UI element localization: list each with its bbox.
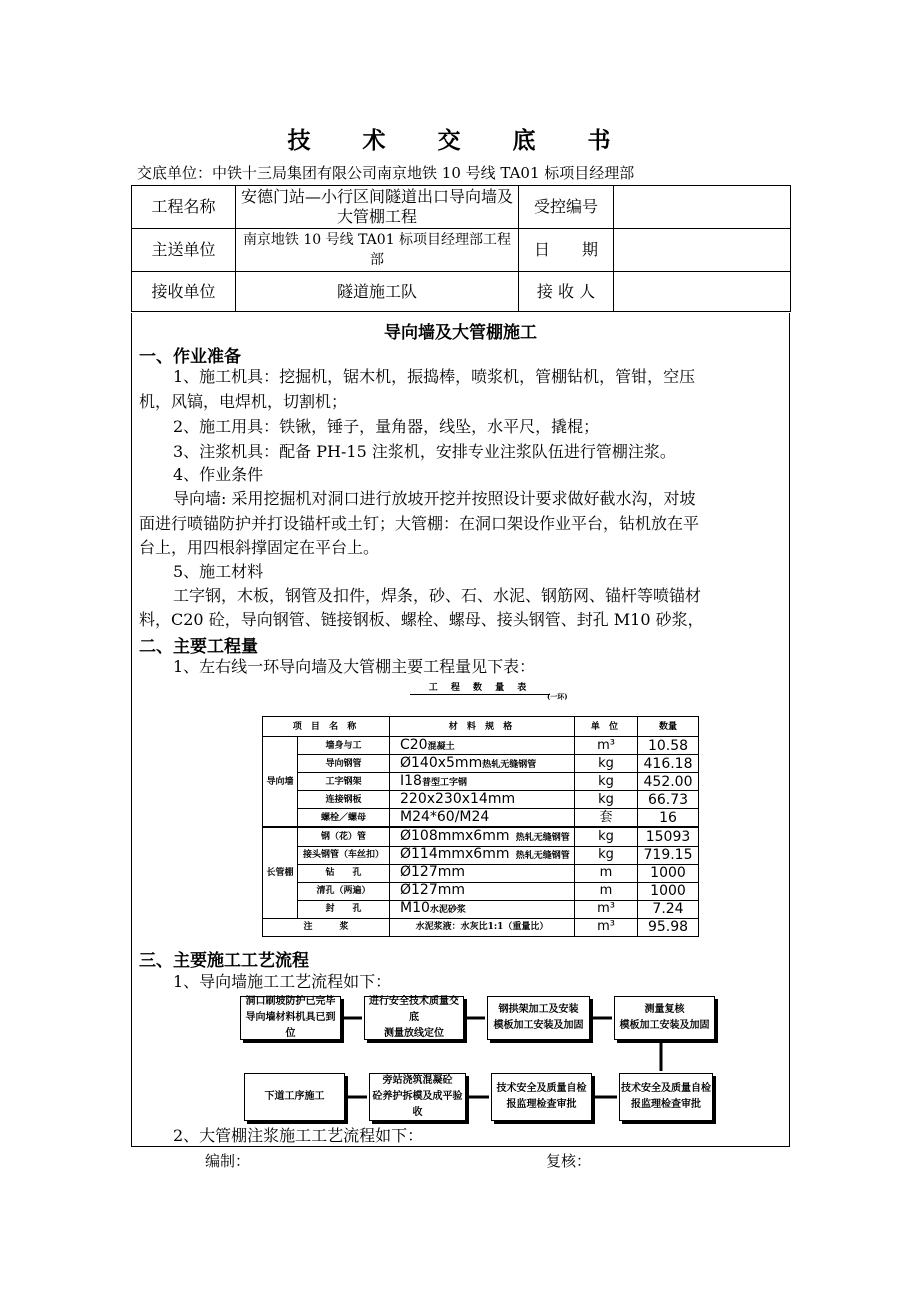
qty-item-qty: 15093 xyxy=(638,827,699,846)
qty-spec-main: M24*60/M24 xyxy=(400,808,490,825)
qty-spec-main: Ø127mm xyxy=(400,864,466,881)
qty-group-long-pipe-shed: 长管棚 xyxy=(263,827,298,918)
qty-spec-note: 混凝土 xyxy=(427,741,455,752)
qty-item-name: 清孔（两遍） xyxy=(298,882,390,900)
flow-step-text: 测量放线定位 xyxy=(384,1028,444,1039)
qty-item-unit: kg xyxy=(575,773,638,791)
qty-item-unit: kg xyxy=(575,827,638,846)
qty-item-name: 注 浆 xyxy=(263,918,390,936)
qty-item-qty: 719.15 xyxy=(638,846,699,864)
flow-step-text: 测量复核 xyxy=(644,1004,685,1015)
footer-editor: 编制： xyxy=(205,1152,251,1170)
paragraph-conditions-3: 台上，用四根斜撑固定在平台上。 xyxy=(139,538,380,557)
qty-item-qty: 95.98 xyxy=(638,918,699,936)
flow-step-text: 砼养护拆模及成平验收 xyxy=(372,1091,463,1118)
qty-spec-main: Ø114mmx6mm xyxy=(400,846,510,863)
paragraph-tools-1: 1、施工机具：挖掘机，锯木机，振捣棒，喷浆机，管棚钻机，管钳，空压 xyxy=(173,367,696,386)
label-control-number: 受控编号 xyxy=(519,186,614,229)
paragraph-conditions-title: 4、作业条件 xyxy=(173,465,264,484)
flow-step-text: 进行安全技术质量交底 xyxy=(369,996,459,1023)
paragraph-conditions-2: 面进行喷锚防护并打设锚杆或土钉；大管棚：在洞口架设作业平台，钻机放在平 xyxy=(139,514,700,533)
qty-item-qty: 66.73 xyxy=(638,791,699,809)
qty-item-name: 螺栓／螺母 xyxy=(298,809,390,828)
qty-item-name: 封 孔 xyxy=(298,900,390,918)
flow-step-text: 旁站浇筑混凝砼 xyxy=(382,1075,453,1086)
paragraph-flow-intro-1: 1、导向墙施工工艺流程如下： xyxy=(173,972,392,991)
qty-item-qty: 7.24 xyxy=(638,900,699,918)
qty-table-round: (一环) xyxy=(547,692,568,701)
qty-item-qty: 452.00 xyxy=(638,773,699,791)
qty-spec-main: M10 xyxy=(400,900,430,917)
qty-spec-main: I18 xyxy=(400,772,422,789)
flow-step-concrete-pouring xyxy=(369,1073,466,1121)
footer-reviewer: 复核： xyxy=(546,1152,592,1170)
qty-spec-main: C20 xyxy=(400,736,428,753)
qty-item-name: 工字钢架 xyxy=(298,773,390,791)
label-receiving-unit: 接收单位 xyxy=(132,272,236,312)
document-title: 技 术 交 底 书 xyxy=(287,127,633,154)
flow-step-text: 导向墙材料机具已到位 xyxy=(245,1012,336,1039)
value-main-unit-text: 南京地铁 10 号线 TA01 标项目经理部工程部 xyxy=(242,232,512,268)
flow-step-self-inspection-1 xyxy=(619,1073,713,1121)
qty-spec-main: 220x230x14mm xyxy=(400,790,516,807)
qty-item-name: 钻 孔 xyxy=(298,864,390,882)
qty-spec-note: 普型工字钢 xyxy=(421,777,467,788)
paragraph-materials-1: 工字钢，木板，钢管及扣件，焊条，砂、石、水泥、钢筋网、锚杆等喷锚材 xyxy=(173,586,702,605)
qty-item-unit: kg xyxy=(575,846,638,864)
label-date: 日 期 xyxy=(519,229,614,272)
qty-header-item: 项 目 名 称 xyxy=(263,717,390,737)
section-heading-3: 三、主要施工工艺流程 xyxy=(139,951,309,971)
qty-item-name: 接头钢管（车丝扣） xyxy=(298,846,390,864)
issuer-line: 交底单位：中铁十三局集团有限公司南京地铁 10 号线 TA01 标项目经理部 xyxy=(137,164,635,182)
flow-step-steel-arch xyxy=(487,996,590,1040)
flow-step-briefing xyxy=(364,996,464,1040)
qty-item-name: 连接钢板 xyxy=(298,791,390,809)
label-project-name: 工程名称 xyxy=(132,186,236,229)
flow-step-text: 技术安全及质量自检 xyxy=(621,1083,711,1094)
qty-item-unit: kg xyxy=(575,791,638,809)
value-receiving-unit: 隧道施工队 xyxy=(236,272,519,312)
flow-step-text: 模板加工安装及加固 xyxy=(493,1020,584,1031)
qty-item-unit: m xyxy=(575,882,638,900)
flow-step-text: 报监理检查审批 xyxy=(506,1099,577,1110)
qty-item-unit: m³ xyxy=(575,900,638,918)
flow-step-slope-protection xyxy=(240,996,341,1040)
qty-item-name: 钢（花）管 xyxy=(298,827,390,846)
flow-step-next-process xyxy=(244,1073,345,1121)
paragraph-tools-2: 机，风镐，电焊机，切割机； xyxy=(139,392,348,411)
qty-item-name: 导向钢管 xyxy=(298,755,390,773)
qty-item-unit: 套 xyxy=(575,809,638,828)
qty-group-guide-wall: 导向墙 xyxy=(263,737,298,828)
qty-table-title: 工 程 数 量 表 xyxy=(410,680,550,695)
paragraph-materials-2: 料，C20 砼，导向钢管、链接钢板、螺栓、螺母、接头钢管、封孔 M10 砂浆， xyxy=(139,610,704,629)
paragraph-materials-title: 5、施工材料 xyxy=(173,562,264,581)
qty-spec-main: Ø127mm xyxy=(400,882,466,899)
qty-item-qty: 1000 xyxy=(638,882,699,900)
qty-item-spec: 水泥浆液：水灰比1:1（重量比） xyxy=(390,918,575,936)
section-heading-1: 一、作业准备 xyxy=(139,347,241,367)
qty-item-qty: 16 xyxy=(638,809,699,828)
qty-spec-main: Ø108mmx6mm xyxy=(400,828,510,845)
flow-step-survey-check xyxy=(614,996,715,1040)
qty-item-unit: kg xyxy=(575,755,638,773)
paragraph-grouting: 3、注浆机具：配备 PH-15 注浆机，安排专业注浆队伍进行管棚注浆。 xyxy=(173,442,676,461)
qty-header-spec: 材 料 规 格 xyxy=(390,717,575,737)
label-main-unit: 主送单位 xyxy=(132,229,236,272)
qty-item-unit: m³ xyxy=(575,918,638,936)
qty-item-unit: m xyxy=(575,864,638,882)
flow-step-text: 技术安全及质量自检 xyxy=(496,1083,587,1094)
paragraph-quantity-intro: 1、左右线一环导向墙及大管棚主要工程量见下表： xyxy=(173,657,536,676)
flow-step-text: 洞口刷坡防护已完毕 xyxy=(245,996,336,1007)
flow-step-text: 下道工序施工 xyxy=(264,1091,325,1102)
qty-spec-main: Ø140x5mm xyxy=(400,754,483,771)
qty-item-name: 墙身与工 xyxy=(298,737,390,755)
qty-item-qty: 416.18 xyxy=(638,755,699,773)
content-subtitle: 导向墙及大管棚施工 xyxy=(384,323,537,343)
qty-spec-note: 热轧无缝钢管 xyxy=(482,759,537,770)
value-project-name-text: 安德门站—小行区间隧道出口导向墙及大管棚工程 xyxy=(240,187,513,226)
section-heading-2: 二、主要工程量 xyxy=(139,637,258,657)
qty-header-qty: 数量 xyxy=(638,717,699,737)
paragraph-conditions-1: 导向墙: 采用挖掘机对洞口进行放坡开挖并按照设计要求做好截水沟，对坡 xyxy=(173,489,696,508)
label-receiver: 接 收 人 xyxy=(519,272,614,312)
qty-item-qty: 10.58 xyxy=(638,737,699,755)
qty-header-unit: 单 位 xyxy=(575,717,638,737)
qty-spec-note: 热轧无缝钢管 xyxy=(515,851,570,862)
qty-item-qty: 1000 xyxy=(638,864,699,882)
qty-item-unit: m³ xyxy=(575,737,638,755)
qty-spec-note: 水泥砂浆 xyxy=(429,905,466,916)
flow-step-text: 报监理检查审批 xyxy=(631,1099,701,1110)
flow-step-text: 钢拱架加工及安装 xyxy=(498,1004,579,1015)
paragraph-utensils: 2、施工用具：铁锹，锤子，量角器，线坠，水平尺，撬棍； xyxy=(173,417,600,436)
flow-step-self-inspection-2 xyxy=(491,1073,592,1121)
flow-step-text: 模板加工安装及加固 xyxy=(619,1020,710,1031)
paragraph-flow-intro-2: 2、大管棚注浆施工工艺流程如下： xyxy=(173,1126,424,1145)
qty-spec-note: 热轧无缝钢管 xyxy=(515,833,570,844)
